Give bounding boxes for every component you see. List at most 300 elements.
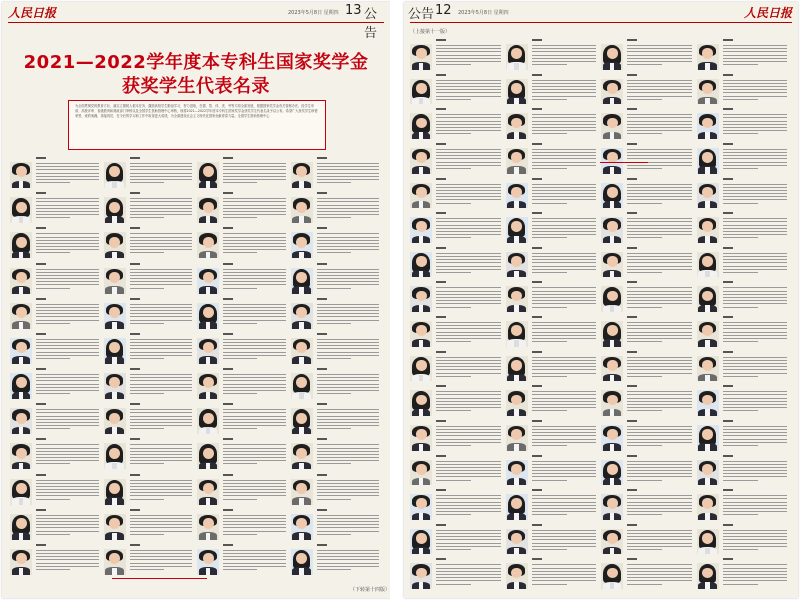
awardee-name-mark [532, 74, 542, 76]
awardee-entry [506, 523, 599, 555]
awardee-name-mark [723, 385, 733, 387]
awardee-bio-text [36, 269, 99, 292]
awardee-entry [291, 191, 382, 223]
awardee-bio-text [130, 233, 193, 256]
awardee-bio-text [317, 515, 380, 538]
awardee-name-mark [723, 420, 733, 422]
awardee-photo [10, 549, 32, 575]
awardee-name-mark [532, 281, 542, 283]
continued-note: （下转第十四版） [350, 587, 390, 593]
awardee-name-mark [436, 489, 446, 491]
awardee-name-mark [436, 420, 446, 422]
awardee-bio-text [532, 253, 597, 276]
awardee-photo [197, 268, 219, 294]
awardee-bio-text [317, 409, 380, 432]
awardee-bio-text [130, 444, 193, 467]
awardee-bio-text [130, 409, 193, 432]
awardee-entry [410, 177, 503, 209]
awardee-entry [104, 473, 195, 505]
awardee-photo [506, 390, 528, 416]
awardee-name-mark [36, 333, 46, 335]
awardee-photo [697, 425, 719, 451]
awardee-name-mark [36, 227, 46, 229]
awardee-photo [104, 443, 126, 469]
awardee-bio-text [317, 374, 380, 397]
awardee-entry [697, 523, 790, 555]
awardee-photo [104, 162, 126, 188]
awardee-bio-text [532, 114, 597, 137]
awardee-entry [197, 508, 288, 540]
awardee-photo [410, 460, 432, 486]
awardee-entry [506, 350, 599, 382]
awardee-entry [697, 211, 790, 243]
awardee-bio-text [223, 233, 286, 256]
awardee-entry [291, 332, 382, 364]
awardee-name-mark [130, 544, 140, 546]
awardee-name-mark [436, 281, 446, 283]
awardee-entry [506, 107, 599, 139]
awardee-photo [104, 303, 126, 329]
awardee-name-mark [436, 247, 446, 249]
awardee-photo [10, 162, 32, 188]
awardee-bio-text [317, 198, 380, 221]
awardee-entry [601, 73, 694, 105]
awardee-bio-text [723, 45, 788, 68]
awardee-photo [506, 79, 528, 105]
awardee-name-mark [627, 385, 637, 387]
awardee-name-mark [532, 351, 542, 353]
awardee-bio-text [36, 444, 99, 467]
awardee-bio-text [627, 287, 692, 310]
awardee-bio-text [223, 269, 286, 292]
awardee-photo [697, 217, 719, 243]
awardee-entry [697, 488, 790, 520]
awardee-bio-text [223, 374, 286, 397]
awardee-entry [410, 211, 503, 243]
awardee-name-mark [723, 39, 733, 41]
awardee-entry [506, 384, 599, 416]
awardee-entry [410, 488, 503, 520]
awardee-name-mark [723, 108, 733, 110]
newspaper-page-13 [2, 2, 390, 598]
awardee-entry [10, 262, 101, 294]
awardee-entry [291, 226, 382, 258]
awardee-bio-text [723, 114, 788, 137]
awardee-entry [410, 73, 503, 105]
awardee-name-mark [436, 178, 446, 180]
awardee-name-mark [36, 157, 46, 159]
awardee-bio-text [627, 461, 692, 484]
awardee-name-mark [627, 489, 637, 491]
awardee-entry [197, 437, 288, 469]
awardee-photo [104, 549, 126, 575]
awardee-photo [410, 183, 432, 209]
awardee-photo [104, 373, 126, 399]
awardee-name-mark [532, 108, 542, 110]
awardee-photo [410, 252, 432, 278]
awardee-entry [104, 367, 195, 399]
awardee-photo [410, 425, 432, 451]
awardee-name-mark [130, 438, 140, 440]
awardee-name-mark [627, 316, 637, 318]
awardee-entry [506, 246, 599, 278]
awardee-photo [697, 494, 719, 520]
awardee-name-mark [130, 227, 140, 229]
awardee-bio-text [223, 550, 286, 573]
awardee-photo [291, 373, 313, 399]
awardee-entry [291, 156, 382, 188]
awardee-photo [104, 232, 126, 258]
awardee-photo [291, 197, 313, 223]
awardee-entry [697, 142, 790, 174]
awardee-photo [104, 514, 126, 540]
awardee-bio-text [627, 218, 692, 241]
awardee-bio-text [436, 564, 501, 587]
awardee-bio-text [36, 550, 99, 573]
awardee-photo [506, 529, 528, 555]
awardee-bio-text [223, 480, 286, 503]
newspaper-page-12 [404, 2, 798, 598]
awardee-bio-text [627, 322, 692, 345]
awardee-name-mark [532, 316, 542, 318]
awardee-bio-text [36, 480, 99, 503]
awardee-name-mark [723, 524, 733, 526]
awardee-name-mark [223, 474, 233, 476]
awardee-bio-text [317, 550, 380, 573]
awardee-bio-text [223, 515, 286, 538]
awardee-entry [291, 297, 382, 329]
awardee-entry [601, 350, 694, 382]
awardee-name-mark [317, 298, 327, 300]
awardee-bio-text [627, 253, 692, 276]
awardee-bio-text [723, 564, 788, 587]
awardee-bio-text [627, 184, 692, 207]
awardee-photo [506, 321, 528, 347]
headline-line-1: 2021—2022学年度本专科生国家奖学金 [23, 52, 369, 73]
awardee-entry [197, 156, 288, 188]
awardee-entry [197, 332, 288, 364]
intro-box: 为全面贯彻党的教育方针，落实立德树人根本任务，激励高校学生勤奋学习、努力进取，在德、智、体、美、劳等方面全面发展，根据国家奖学金有关管理办法，经学生申请、高校评审、省级教育和财政部门审核以及全国学生资助管理中心审核，现将2021—2022学年度本专科生国家奖学金获奖学生代表名录予以公布。希望广大获奖学生珍惜荣誉，戒骄戒躁，再接再厉，在今后的学习和工作中取得更大成绩，为全面建设社会主义现代化国家贡献青春力量。全国学生资助管理中心 [68, 100, 326, 150]
awardee-entry [104, 297, 195, 329]
awardee-photo [291, 479, 313, 505]
awardee-photo [291, 232, 313, 258]
awardee-entry [197, 543, 288, 575]
awardee-bio-text [627, 80, 692, 103]
awardee-photo [601, 390, 623, 416]
awardee-photo [410, 390, 432, 416]
awardee-entry [697, 557, 790, 589]
awardee-entry [506, 38, 599, 70]
awardee-entry [291, 543, 382, 575]
awardee-name-mark [317, 403, 327, 405]
awardee-photo [601, 148, 623, 174]
awardee-entry [601, 246, 694, 278]
awardee-name-mark [627, 178, 637, 180]
awardee-bio-text [627, 391, 692, 414]
awardee-entry [601, 384, 694, 416]
awardee-bio-text [436, 253, 501, 276]
awardee-photo [104, 408, 126, 434]
awardee-name-mark [223, 192, 233, 194]
awardee-name-mark [436, 524, 446, 526]
awardee-photo [506, 494, 528, 520]
awardee-photo [601, 286, 623, 312]
awardee-grid-left [10, 156, 384, 578]
awardee-name-mark [317, 509, 327, 511]
awardee-photo [197, 514, 219, 540]
awardee-bio-text [317, 339, 380, 362]
awardee-entry [697, 246, 790, 278]
awardee-name-mark [130, 403, 140, 405]
awardee-bio-text [723, 495, 788, 518]
awardee-bio-text [532, 80, 597, 103]
awardee-photo [506, 563, 528, 589]
awardee-entry [104, 156, 195, 188]
awardee-name-mark [436, 316, 446, 318]
awardee-entry [697, 73, 790, 105]
awardee-bio-text [436, 391, 501, 414]
masthead-page-13 [8, 3, 384, 41]
awardee-photo [197, 408, 219, 434]
awardee-name-mark [36, 403, 46, 405]
awardee-photo [410, 321, 432, 347]
issue-date: 2023年5月8日 星期四 [458, 10, 509, 16]
awardee-entry [601, 557, 694, 589]
awardee-photo [410, 217, 432, 243]
awardee-bio-text [130, 374, 193, 397]
awardee-bio-text [723, 80, 788, 103]
awardee-name-mark [317, 544, 327, 546]
awardee-bio-text [723, 391, 788, 414]
awardee-photo [410, 494, 432, 520]
column-name: 公告 [364, 7, 378, 41]
awardee-photo [197, 197, 219, 223]
awardee-entry [506, 211, 599, 243]
awardee-bio-text [532, 218, 597, 241]
awardee-bio-text [36, 304, 99, 327]
awardee-entry [601, 107, 694, 139]
awardee-photo [104, 338, 126, 364]
awardee-entry [197, 367, 288, 399]
awardee-photo [10, 338, 32, 364]
awardee-bio-text [317, 480, 380, 503]
awardee-name-mark [223, 403, 233, 405]
awardee-name-mark [223, 333, 233, 335]
awardee-entry [506, 419, 599, 451]
awardee-bio-text [223, 409, 286, 432]
masthead-rule [410, 22, 792, 23]
awardee-photo [697, 183, 719, 209]
awardee-bio-text [130, 304, 193, 327]
awardee-entry [601, 419, 694, 451]
awardee-bio-text [223, 339, 286, 362]
awardee-photo [601, 252, 623, 278]
awardee-bio-text [627, 45, 692, 68]
awardee-photo [697, 79, 719, 105]
awardee-photo [10, 514, 32, 540]
awardee-entry [601, 315, 694, 347]
awardee-name-mark [532, 455, 542, 457]
awardee-grid-right [410, 38, 792, 592]
awardee-photo [197, 232, 219, 258]
awardee-bio-text [627, 357, 692, 380]
awardee-photo [10, 197, 32, 223]
awardee-name-mark [223, 438, 233, 440]
awardee-bio-text [436, 287, 501, 310]
awardee-entry [410, 557, 503, 589]
awardee-photo [410, 113, 432, 139]
awardee-name-mark [317, 474, 327, 476]
awardee-entry [697, 177, 790, 209]
awardee-name-mark [317, 192, 327, 194]
awardee-bio-text [223, 304, 286, 327]
awardee-bio-text [532, 45, 597, 68]
awardee-bio-text [436, 45, 501, 68]
awardee-entry [104, 332, 195, 364]
awardee-name-mark [532, 212, 542, 214]
awardee-name-mark [627, 524, 637, 526]
awardee-name-mark [223, 227, 233, 229]
awardee-photo [697, 286, 719, 312]
awardee-entry [104, 508, 195, 540]
awardee-photo [601, 113, 623, 139]
awardee-bio-text [223, 163, 286, 186]
awardee-name-mark [723, 316, 733, 318]
awardee-photo [104, 268, 126, 294]
awardee-name-mark [627, 108, 637, 110]
awardee-bio-text [436, 426, 501, 449]
awardee-entry [291, 508, 382, 540]
awardee-entry [506, 557, 599, 589]
awardee-bio-text [532, 391, 597, 414]
awardee-entry [697, 107, 790, 139]
awardee-name-mark [130, 368, 140, 370]
awardee-name-mark [436, 455, 446, 457]
awardee-bio-text [36, 374, 99, 397]
awardee-bio-text [532, 287, 597, 310]
awardee-name-mark [223, 263, 233, 265]
awardee-entry [697, 315, 790, 347]
awardee-photo [291, 162, 313, 188]
awardee-photo [104, 479, 126, 505]
awardee-photo [697, 529, 719, 555]
awardee-bio-text [317, 269, 380, 292]
page-gutter [390, 0, 404, 600]
awardee-photo [601, 321, 623, 347]
awardee-photo [601, 425, 623, 451]
awardee-photo [506, 356, 528, 382]
awardee-name-mark [317, 368, 327, 370]
awardee-entry [410, 523, 503, 555]
awardee-name-mark [723, 247, 733, 249]
awardee-name-mark [627, 455, 637, 457]
awardee-photo [410, 529, 432, 555]
awardee-name-mark [36, 368, 46, 370]
awardee-entry [10, 473, 101, 505]
awardee-entry [10, 226, 101, 258]
red-underline [112, 578, 207, 579]
newspaper-logo: 人民日报 [744, 6, 793, 20]
awardee-photo [697, 321, 719, 347]
awardee-name-mark [723, 212, 733, 214]
awardee-name-mark [532, 524, 542, 526]
awardee-name-mark [130, 157, 140, 159]
awardee-photo [10, 443, 32, 469]
awardee-bio-text [532, 530, 597, 553]
awardee-entry [506, 315, 599, 347]
awardee-name-mark [317, 157, 327, 159]
awardee-name-mark [532, 489, 542, 491]
awardee-photo [697, 44, 719, 70]
awardee-photo [506, 217, 528, 243]
awardee-bio-text [627, 495, 692, 518]
newspaper-logo: 人民日报 [8, 6, 57, 20]
issue-date: 2023年5月8日 星期四 [288, 10, 339, 16]
awardee-entry [697, 384, 790, 416]
awardee-entry [197, 191, 288, 223]
awardee-bio-text [317, 444, 380, 467]
headline-line-2: 获奖学生代表名录 [122, 76, 270, 97]
awardee-bio-text [36, 163, 99, 186]
awardee-entry [410, 315, 503, 347]
awardee-photo [697, 252, 719, 278]
column-name: 公告 [408, 7, 435, 22]
awardee-entry [506, 488, 599, 520]
awardee-bio-text [130, 480, 193, 503]
awardee-entry [197, 473, 288, 505]
awardee-bio-text [317, 163, 380, 186]
awardee-entry [697, 350, 790, 382]
awardee-entry [197, 262, 288, 294]
awardee-name-mark [723, 558, 733, 560]
awardee-entry [104, 402, 195, 434]
awardee-bio-text [36, 515, 99, 538]
awardee-photo [104, 197, 126, 223]
awardee-photo [291, 514, 313, 540]
awardee-bio-text [436, 357, 501, 380]
awardee-bio-text [627, 426, 692, 449]
awardee-photo [410, 148, 432, 174]
awardee-name-mark [723, 489, 733, 491]
awardee-name-mark [436, 351, 446, 353]
awardee-entry [10, 332, 101, 364]
awardee-photo [10, 268, 32, 294]
awardee-photo [697, 148, 719, 174]
awardee-bio-text [723, 218, 788, 241]
awardee-entry [10, 437, 101, 469]
awardee-bio-text [130, 269, 193, 292]
awardee-photo [506, 148, 528, 174]
awardee-entry [410, 350, 503, 382]
awardee-bio-text [317, 233, 380, 256]
awardee-entry [104, 226, 195, 258]
awardee-name-mark [723, 74, 733, 76]
awardee-photo [291, 268, 313, 294]
awardee-photo [601, 183, 623, 209]
awardee-photo [410, 356, 432, 382]
awardee-bio-text [130, 198, 193, 221]
awardee-name-mark [36, 298, 46, 300]
continued-note: （上接第十一版） [410, 29, 451, 35]
awardee-entry [197, 297, 288, 329]
awardee-name-mark [532, 558, 542, 560]
awardee-name-mark [627, 558, 637, 560]
awardee-name-mark [317, 227, 327, 229]
awardee-entry [10, 156, 101, 188]
awardee-photo [410, 44, 432, 70]
awardee-name-mark [130, 509, 140, 511]
awardee-entry [410, 107, 503, 139]
